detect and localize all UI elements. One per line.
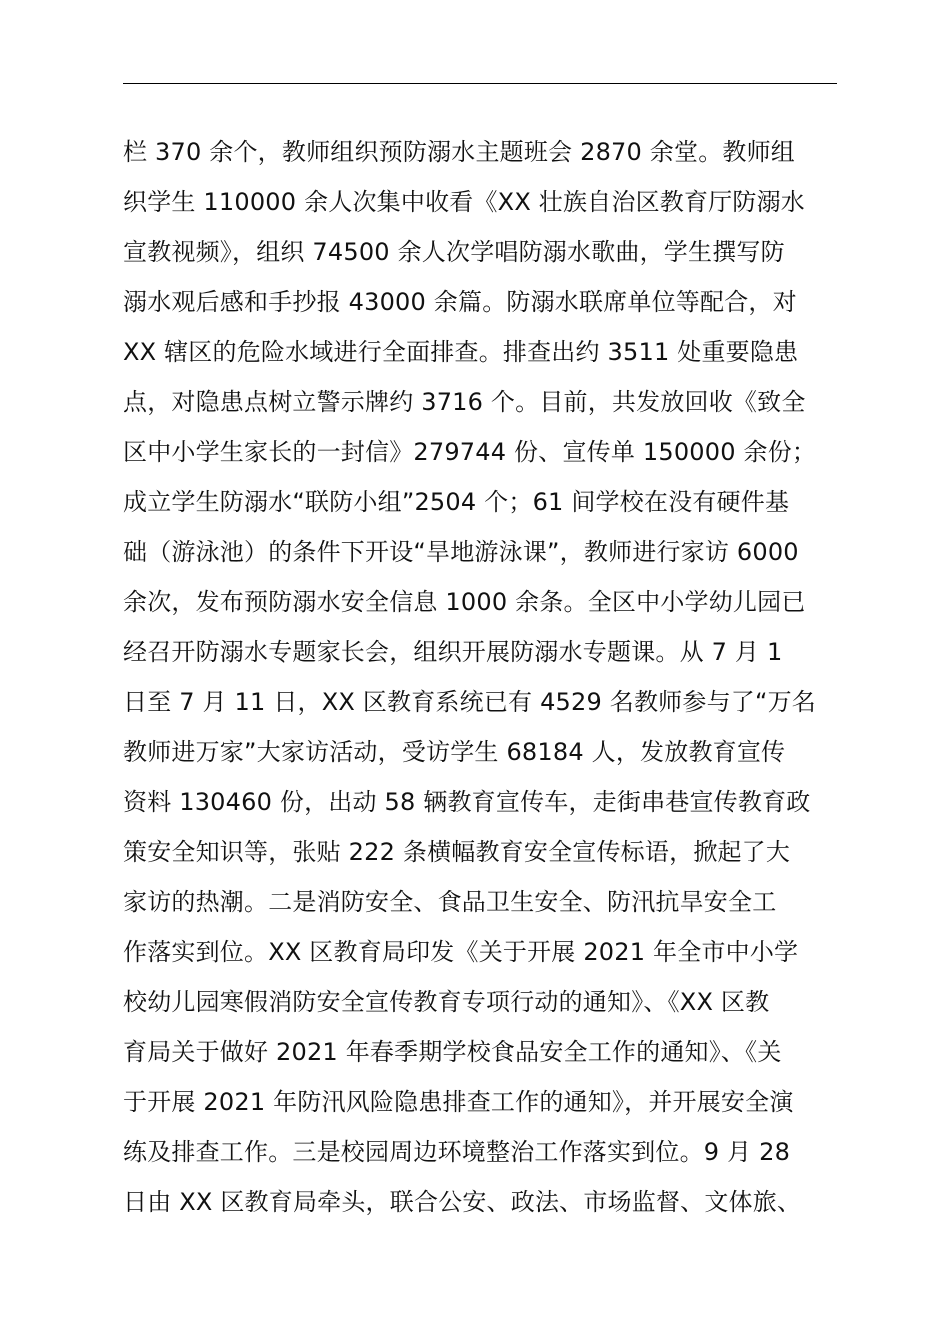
text-line: 练及排查工作。三是校园周边环境整治工作落实到位。9 月 28 bbox=[123, 1138, 791, 1166]
text-line: 日至 7 月 11 日，XX 区教育系统已有 4529 名教师参与了“万名 bbox=[123, 688, 817, 716]
text-line: 区中小学生家长的一封信》279744 份、宣传单 150000 余份； bbox=[123, 438, 817, 466]
text-line: 育局关于做好 2021 年春季期学校食品安全工作的通知》、《关 bbox=[123, 1038, 782, 1066]
text-line: 于开展 2021 年防汛风险隐患排查工作的通知》，并开展安全演 bbox=[123, 1088, 794, 1116]
text-line: 栏 370 余个，教师组织预防溺水主题班会 2870 余堂。教师组 bbox=[123, 138, 796, 166]
text-line: 日由 XX 区教育局牵头，联合公安、政法、市场监督、文体旅、 bbox=[123, 1188, 802, 1216]
text-line: 余次，发布预防溺水安全信息 1000 余条。全区中小学幼儿园已 bbox=[123, 588, 806, 616]
text-line: 家访的热潮。二是消防安全、食品卫生安全、防汛抗旱安全工 bbox=[123, 888, 777, 916]
text-line: 织学生 110000 余人次集中收看《XX 壮族自治区教育厅防溺水 bbox=[123, 188, 805, 216]
header-rule bbox=[123, 83, 837, 84]
text-line: 成立学生防溺水“联防小组”2504 个；61 间学校在没有硬件基 bbox=[123, 488, 790, 516]
text-line: 经召开防溺水专题家长会，组织开展防溺水专题课。从 7 月 1 bbox=[123, 638, 783, 666]
text-line: 教师进万家”大家访活动，受访学生 68184 人，发放教育宣传 bbox=[123, 738, 786, 766]
text-line: 策安全知识等，张贴 222 条横幅教育安全宣传标语，掀起了大 bbox=[123, 838, 791, 866]
text-line: 作落实到位。XX 区教育局印发《关于开展 2021 年全市中小学 bbox=[123, 938, 799, 966]
text-line: 资料 130460 份，出动 58 辆教育宣传车，走街串巷宣传教育政 bbox=[123, 788, 811, 816]
text-line: 校幼儿园寒假消防安全宣传教育专项行动的通知》、《XX 区教 bbox=[123, 988, 770, 1016]
text-line: 宣教视频》，组织 74500 余人次学唱防溺水歌曲，学生撰写防 bbox=[123, 238, 785, 266]
text-line: XX 辖区的危险水域进行全面排查。排查出约 3511 处重要隐患 bbox=[123, 338, 799, 366]
body-paragraph bbox=[123, 127, 883, 1227]
text-line: 础（游泳池）的条件下开设“旱地游泳课”，教师进行家访 6000 bbox=[123, 538, 799, 566]
text-line: 点，对隐患点树立警示牌约 3716 个。目前，共发放回收《致全 bbox=[123, 388, 806, 416]
text-line: 溺水观后感和手抄报 43000 余篇。防溺水联席单位等配合，对 bbox=[123, 288, 797, 316]
